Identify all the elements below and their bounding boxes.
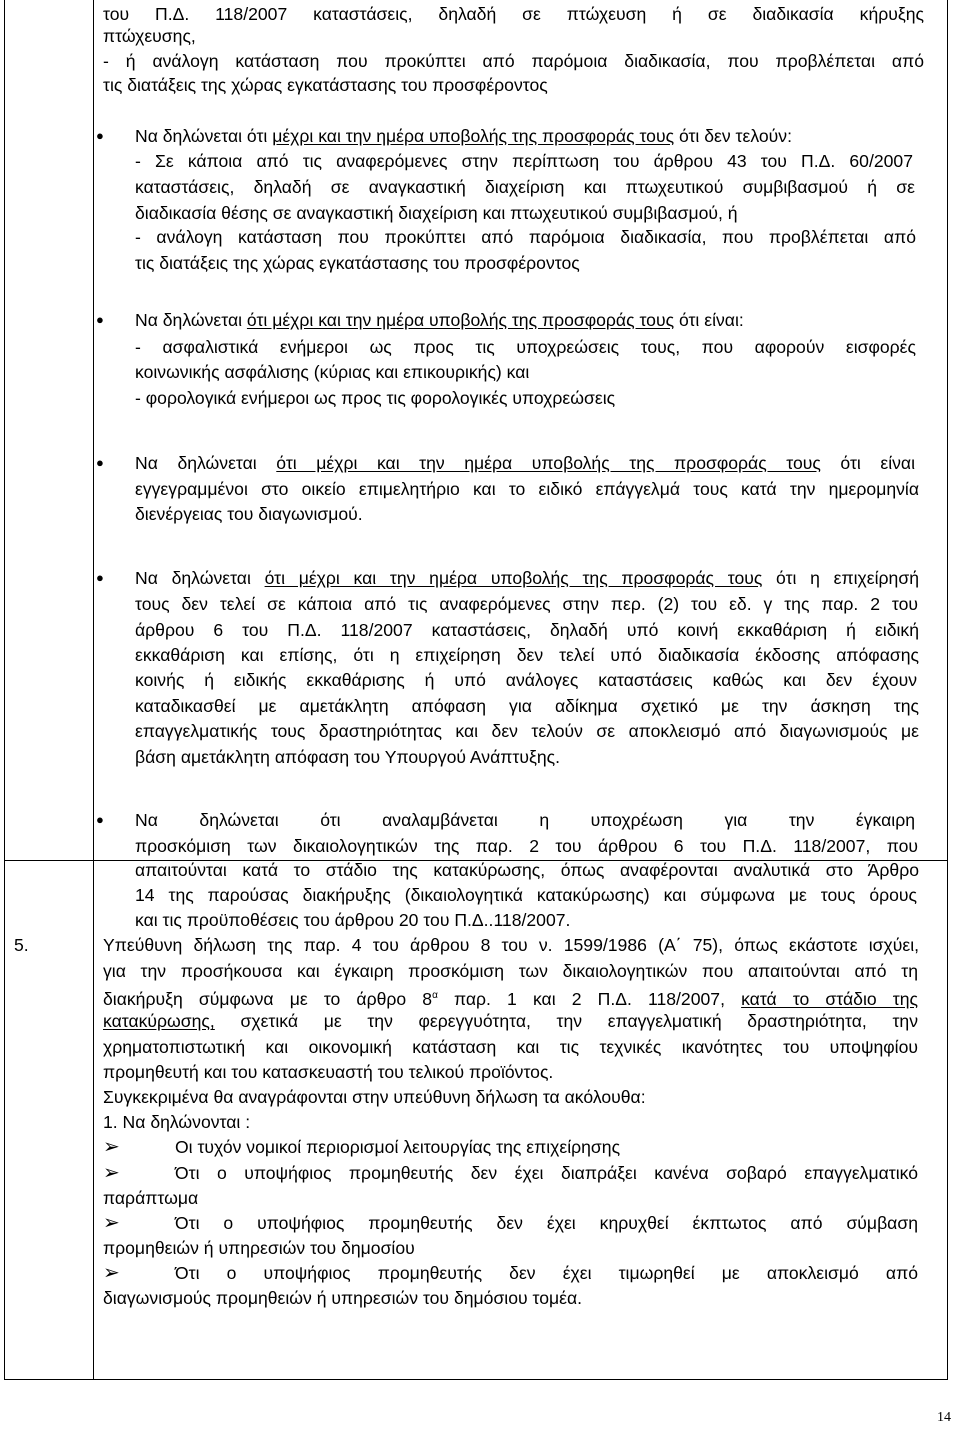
bullet1-line-2: - Σε κάποια από τις αναφερόμενες στην περίπτωση του άρθρου 43 του Π.Δ. 60/2007 xyxy=(135,151,913,171)
table-column-divider xyxy=(93,0,94,1380)
arrow-bullet-icon: ➢ xyxy=(103,1162,120,1184)
arrow-bullet-icon: ➢ xyxy=(103,1212,120,1234)
row5-line-7: Συγκεκριμένα θα αναγράφονται στην υπεύθυνη δήλωση τα ακόλουθα: xyxy=(103,1087,646,1107)
bullet3-line-2: εγγεγραμμένοι στο οικείο επιμελητήριο και το ειδικό επάγγελμά τους κατά την ημερομηνία xyxy=(135,479,919,499)
bullet5-line-1: Να δηλώνεται ότι αναλαμβάνεται η υποχρέωση για την έγκαιρη xyxy=(135,810,915,830)
bullet1-line-6: τις διατάξεις της χώρας εγκατάστασης του προσφέροντος xyxy=(135,253,580,273)
top-line-3: - ή ανάλογη κατάσταση που προκύπτει από παρόμοια διαδικασία, που προβλέπεται από xyxy=(103,51,924,71)
bullet5-line-5: και τις προϋποθέσεις του άρθρου 20 του Π.Δ..118/2007. xyxy=(135,910,571,930)
row5-line-8: 1. Να δηλώνονται : xyxy=(103,1112,251,1132)
bullet1-line-5: - ανάλογη κατάσταση που προκύπτει από παρόμοια διαδικασία, που προβλέπεται από xyxy=(135,227,916,247)
bullet4-line-8: βάση αμετάκλητη απόφαση του Υπουργού Ανάπτυξης. xyxy=(135,747,561,767)
row5-line-2: για την προσήκουσα και έγκαιρη προσκόμιση των δικαιολογητικών που απαιτούνται από τη xyxy=(103,961,918,981)
bullet-icon: ● xyxy=(96,570,104,585)
bullet3-line-1: Να δηλώνεται ότι μέχρι και την ημέρα υποβολής της προσφοράς τους ότι είναι xyxy=(135,453,915,473)
page-number: 14 xyxy=(937,1410,951,1425)
top-line-1: του Π.Δ. 118/2007 καταστάσεις, δηλαδή σε πτώχευση ή σε διαδικασία κήρυξης xyxy=(103,4,924,24)
item4-line-1: Ότι ο υποψήφιος προμηθευτής δεν έχει τιμωρηθεί με αποκλεισμό από xyxy=(175,1263,918,1283)
bullet5-line-4: 14 της παρούσας διακήρυξης (δικαιολογητικά κατακύρωσης) και σύμφωνα με τους όρους xyxy=(135,885,917,905)
bullet4-line-7: επαγγελματικής τους δραστηριότητας και δεν τελούν σε αποκλεισμό από διαγωνισμούς με xyxy=(135,721,919,741)
bullet2-line-3: κοινωνικής ασφάλισης (κύριας και επικουρικής) και xyxy=(135,362,530,382)
item3-line-1: Ότι ο υποψήφιος προμηθευτής δεν έχει κηρυχθεί έκπτωτος από σύμβαση xyxy=(175,1213,918,1233)
bullet1-line-4: διαδικασία θέσης σε αναγκαστική διαχείριση και πτωχευτικού συμβιβασμού, ή xyxy=(135,203,738,223)
bullet4-line-1: Να δηλώνεται ότι μέχρι και την ημέρα υποβολής της προσφοράς τους ότι η επιχείρησή xyxy=(135,568,919,588)
item1-line-1: Οι τυχόν νομικοί περιορισμοί λειτουργίας της επιχείρησης xyxy=(175,1137,621,1157)
bullet1-line-1: Να δηλώνεται ότι μέχρι και την ημέρα υποβολής της προσφοράς τους ότι δεν τελούν: xyxy=(135,126,792,146)
arrow-bullet-icon: ➢ xyxy=(103,1262,120,1284)
row5-line-5: χρηματοπιστωτική και οικονομική κατάσταση και τις τεχνικές ικανότητες του υποψηφίου xyxy=(103,1037,918,1057)
item3-line-2: προμηθειών ή υπηρεσιών του δημοσίου xyxy=(103,1238,415,1258)
bullet2-line-2: - ασφαλιστικά ενήμεροι ως προς τις υποχρεώσεις τους, που αφορούν εισφορές xyxy=(135,337,916,357)
bullet-icon: ● xyxy=(96,812,104,827)
row-number: 5. xyxy=(14,935,29,955)
bullet4-line-5: κοινής ή ειδικής εκκαθάρισης ή υπό ανάλογες καταστάσεις καθώς και δεν έχουν xyxy=(135,670,917,690)
top-line-4: τις διατάξεις της χώρας εγκατάστασης του προσφέροντος xyxy=(103,75,548,95)
row5-line-3: διακήρυξη σύμφωνα με το άρθρο $8^\alpha$ παρ. 1 και 2 Π.Δ. 118/2007, κατά το στάδιο της xyxy=(103,988,918,1009)
item2-line-2: παράπτωμα xyxy=(103,1188,199,1208)
item2-line-1: Ότι ο υποψήφιος προμηθευτής δεν έχει διαπράξει κανένα σοβαρό επαγγελματικό xyxy=(175,1163,918,1183)
bullet1-line-3: καταστάσεις, δηλαδή σε αναγκαστική διαχείριση και πτωχευτικού συμβιβασμού ή σε xyxy=(135,177,915,197)
bullet2-line-4: - φορολογικά ενήμεροι ως προς τις φορολογικές υποχρεώσεις xyxy=(135,388,616,408)
bullet4-line-4: εκκαθάριση και επίσης, ότι η επιχείρηση δεν τελεί υπό διαδικασία έκδοσης απόφασης xyxy=(135,645,919,665)
row5-line-6: προμηθευτή και του κατασκευαστή του τελικού προϊόντος. xyxy=(103,1062,554,1082)
row5-line-1: Υπεύθυνη δήλωση της παρ. 4 του άρθρου 8 του ν. 1599/1986 (Α΄ 75), όπως εκάστοτε ισχύει, xyxy=(103,935,919,955)
bullet4-line-2: τους δεν τελεί σε κάποια από τις αναφερόμενες στην περ. (2) του εδ. γ της παρ. 2 του xyxy=(135,594,918,614)
bullet-icon: ● xyxy=(96,128,104,143)
bullet-icon: ● xyxy=(96,312,104,327)
bullet-icon: ● xyxy=(96,455,104,470)
bullet2-line-1: Να δηλώνεται ότι μέχρι και την ημέρα υποβολής της προσφοράς τους ότι είναι: xyxy=(135,310,744,330)
row5-line-4: κατακύρωσης, σχετικά με την φερεγγυότητα, την επαγγελματική δραστηριότητα, την xyxy=(103,1011,918,1031)
item4-line-2: διαγωνισμούς προμηθειών ή υπηρεσιών του δημόσιου τομέα. xyxy=(103,1288,583,1308)
bullet4-line-6: καταδικασθεί με αμετάκλητη απόφαση για αδίκημα σχετικό με την άσκηση της xyxy=(135,696,919,716)
bullet5-line-2: προσκόμιση των δικαιολογητικών της παρ. 2 του άρθρου 6 του Π.Δ. 118/2007, που xyxy=(135,836,918,856)
bullet3-line-3: διενέργειας του διαγωνισμού. xyxy=(135,504,363,524)
top-line-2: πτώχευσης, xyxy=(103,26,196,46)
bullet4-line-3: άρθρου 6 του Π.Δ. 118/2007 καταστάσεις, δηλαδή υπό κοινή εκκαθάριση ή ειδική xyxy=(135,620,919,640)
bullet5-line-3: απαιτούνται κατά το στάδιο της κατακύρωσης, όπως αναφέρονται αναλυτικά στο Άρθρο xyxy=(135,860,919,880)
arrow-bullet-icon: ➢ xyxy=(103,1136,120,1158)
